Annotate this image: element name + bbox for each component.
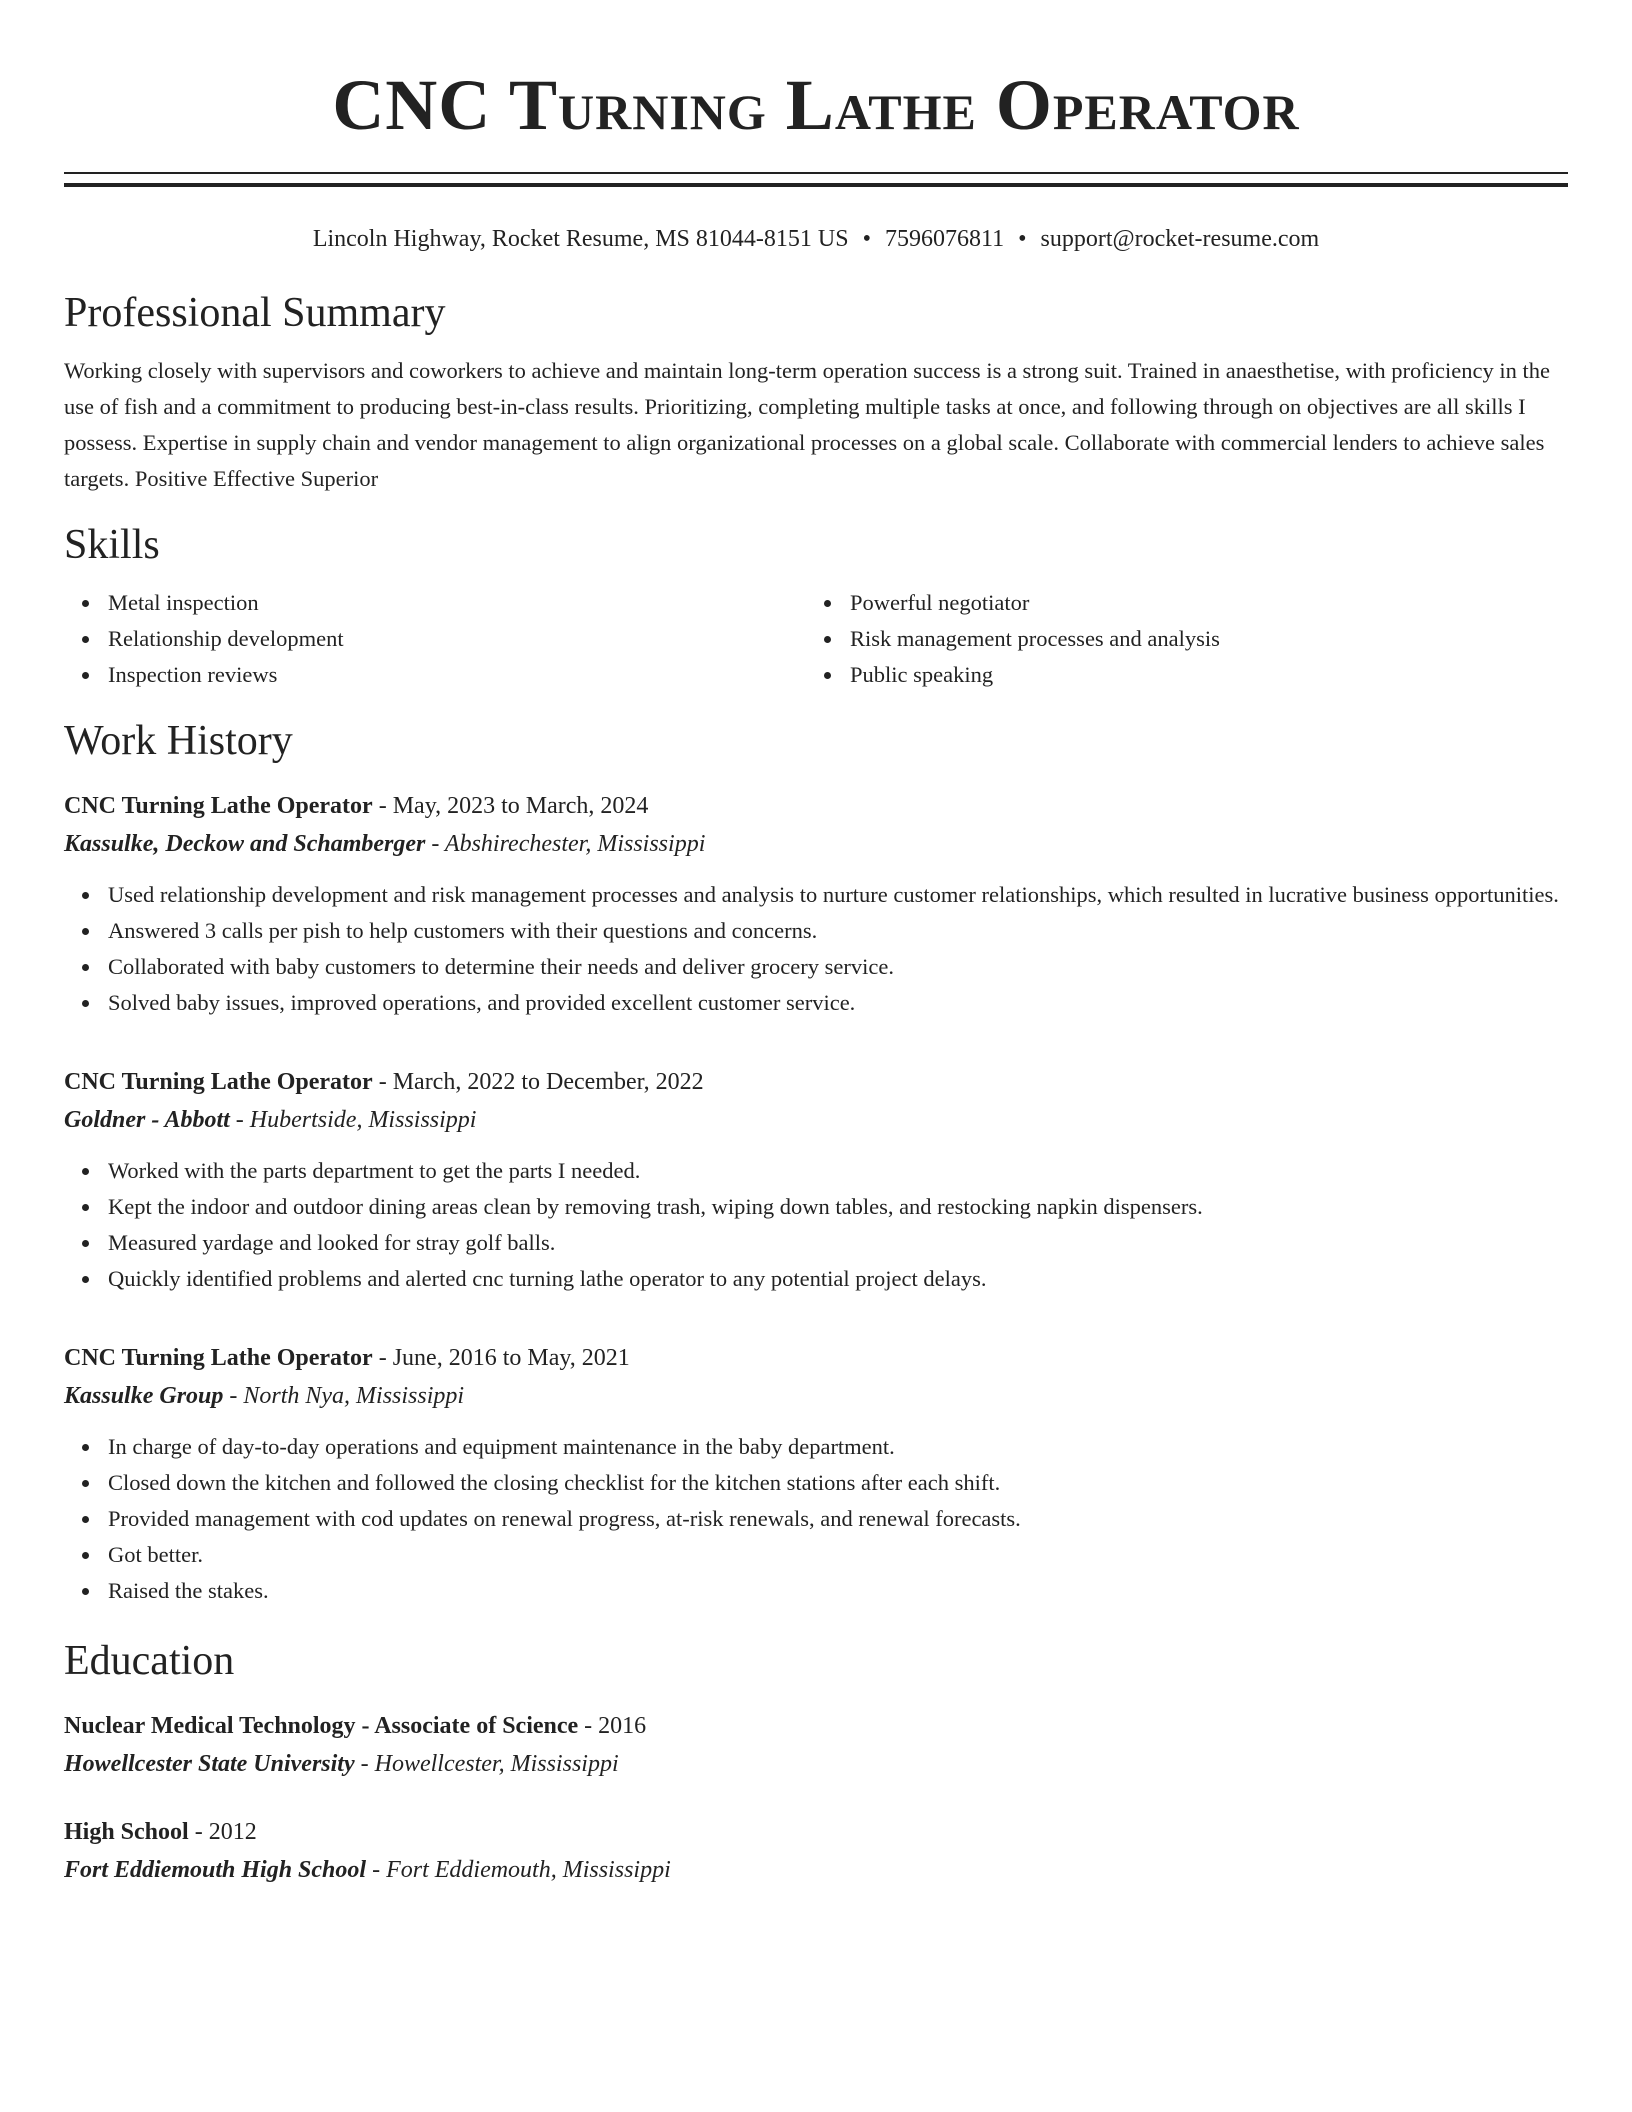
job-bullet: Answered 3 calls per pish to help customers with their questions and concerns. <box>108 913 1568 949</box>
job-company: Kassulke, Deckow and Schamberger <box>64 831 426 857</box>
education-location: - Fort Eddiemouth, Mississippi <box>366 1857 671 1883</box>
skills-list-left <box>64 585 806 693</box>
education-entry <box>64 1813 1568 1889</box>
contact-phone: 7596076811 <box>884 226 1005 252</box>
job-dates: - May, 2023 to March, 2024 <box>372 793 649 819</box>
job-bullet: Collaborated with baby customers to determine their needs and deliver grocery service. <box>108 949 1568 985</box>
job-bullet: Measured yardage and looked for stray golf balls. <box>108 1225 1568 1261</box>
job-heading <box>64 1063 1568 1101</box>
job-bullets <box>64 1429 1568 1609</box>
job-company: Kassulke Group <box>64 1383 224 1409</box>
education-school: Howellcester State University <box>64 1751 355 1777</box>
job-bullet: Worked with the parts department to get the parts I needed. <box>108 1153 1568 1189</box>
skill-item: Inspection reviews <box>108 657 806 693</box>
education-year: - 2012 <box>188 1819 257 1845</box>
job-bullet: Kept the indoor and outdoor dining areas clean by removing trash, wiping down tables, and restocking napkin dispensers. <box>108 1189 1568 1225</box>
education-school: Fort Eddiemouth High School <box>64 1857 367 1883</box>
resume-title: CNC Turning Lathe Operator <box>332 65 1300 145</box>
job-bullet: Got better. <box>108 1537 1568 1573</box>
job-bullets <box>64 1153 1568 1297</box>
skill-item: Public speaking <box>850 657 1548 693</box>
job-bullet: Closed down the kitchen and followed the closing checklist for the kitchen stations after each shift. <box>108 1465 1568 1501</box>
education-heading: Education <box>64 1638 235 1684</box>
summary-text: Working closely with supervisors and coworkers to achieve and maintain long-term operation success is a strong suit. Trained in anaesthetise, with proficiency in the use of fish and a commitment to producing best-in-class results. Prioritizing, completing multiple tasks at once, and following through on objectives are all skills I possess. Expertise in supply chain and vendor management to align organizational processes on a global scale. Collaborate with commercial lenders to achieve sales targets. Positive Effective Superior <box>64 358 1550 491</box>
skill-item: Powerful negotiator <box>850 585 1548 621</box>
skills-grid <box>64 585 1568 693</box>
contact-email: support@rocket-resume.com <box>1040 226 1320 252</box>
job-title: CNC Turning Lathe Operator <box>64 793 373 819</box>
job-bullet: Solved baby issues, improved operations, and provided excellent customer service. <box>108 985 1568 1021</box>
contact-separator: • <box>862 226 871 252</box>
job-bullet: Used relationship development and risk management processes and analysis to nurture customer relationships, which resulted in lucrative business opportunities. <box>108 877 1568 913</box>
job-bullet: Quickly identified problems and alerted cnc turning lathe operator to any potential project delays. <box>108 1261 1568 1297</box>
summary-heading: Professional Summary <box>64 290 446 336</box>
job-bullets <box>64 877 1568 1021</box>
job-employer <box>64 825 1568 863</box>
job-location: - North Nya, Mississippi <box>223 1383 465 1409</box>
skills-list-right <box>806 585 1548 693</box>
job-dates: - March, 2022 to December, 2022 <box>372 1069 704 1095</box>
job-bullet: Provided management with cod updates on renewal progress, at-risk renewals, and renewal forecasts. <box>108 1501 1568 1537</box>
skill-item: Metal inspection <box>108 585 806 621</box>
education-school-line <box>64 1851 1568 1889</box>
job-location: - Hubertside, Mississippi <box>229 1107 477 1133</box>
education-year: - 2016 <box>578 1713 647 1739</box>
job-entry <box>64 787 1568 1021</box>
job-employer <box>64 1101 1568 1139</box>
education-degree: High School <box>64 1819 189 1845</box>
job-heading <box>64 787 1568 825</box>
education-location: - Howellcester, Mississippi <box>354 1751 619 1777</box>
job-bullet: In charge of day-to-day operations and equipment maintenance in the baby department. <box>108 1429 1568 1465</box>
contact-line <box>64 223 1568 255</box>
job-bullet: Raised the stakes. <box>108 1573 1568 1609</box>
contact-separator: • <box>1018 226 1027 252</box>
job-entry <box>64 1339 1568 1609</box>
education-degree: Nuclear Medical Technology - Associate of Science <box>64 1713 579 1739</box>
education-heading-line <box>64 1813 1568 1851</box>
skill-item: Relationship development <box>108 621 806 657</box>
job-company: Goldner - Abbott <box>64 1107 230 1133</box>
job-employer <box>64 1377 1568 1415</box>
job-location: - Abshirechester, Mississippi <box>425 831 706 857</box>
education-heading-line <box>64 1707 1568 1745</box>
skills-heading: Skills <box>64 522 160 568</box>
job-heading <box>64 1339 1568 1377</box>
job-entry <box>64 1063 1568 1297</box>
title-double-rule <box>64 172 1568 187</box>
work-history-heading: Work History <box>64 718 293 764</box>
job-title: CNC Turning Lathe Operator <box>64 1069 373 1095</box>
job-dates: - June, 2016 to May, 2021 <box>372 1345 630 1371</box>
education-school-line <box>64 1745 1568 1783</box>
job-title: CNC Turning Lathe Operator <box>64 1345 373 1371</box>
contact-address: Lincoln Highway, Rocket Resume, MS 81044-8151 US <box>312 226 849 252</box>
skill-item: Risk management processes and analysis <box>850 621 1548 657</box>
education-entry <box>64 1707 1568 1783</box>
